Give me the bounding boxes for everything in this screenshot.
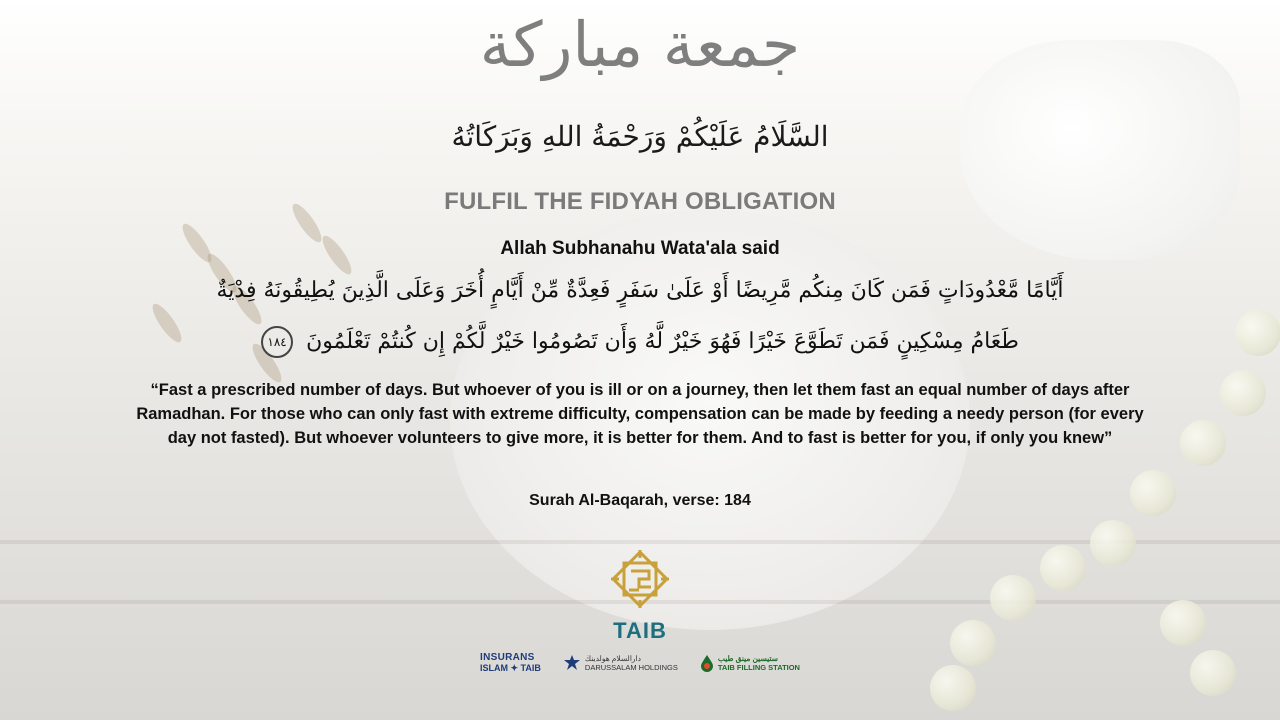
insurans-label: INSURANS [480, 652, 535, 663]
surah-reference: Surah Al-Baqarah, verse: 184 [529, 492, 751, 509]
partner-logos [480, 646, 800, 680]
quran-ayah-line-2 [150, 326, 1130, 358]
poster-heading: FULFIL THE FIDYAH OBLIGATION [444, 188, 836, 215]
salam-greeting: السَّلَامُ عَلَيْكُمْ وَرَحْمَةُ اللهِ وَبَرَكَاتُهُ [451, 120, 829, 153]
taib-logo [600, 546, 680, 644]
station-arabic: ستيسين مينق طيب [717, 654, 778, 663]
islam-taib-label: ISLAM ✦ TAIB [480, 663, 541, 673]
taib-wordmark: TAIB [613, 618, 667, 643]
taib-filling-station-logo [700, 654, 800, 672]
attribution-line: Allah Subhanahu Wata'ala said [500, 238, 780, 259]
station-english: TAIB FILLING STATION [717, 663, 800, 672]
darussalam-english: DARUSSALAM HOLDINGS [584, 663, 678, 672]
taib-emblem-icon [607, 546, 673, 612]
insurans-islam-taib-logo [480, 652, 541, 674]
darussalam-arabic: دارالسلام هولدينڬ [584, 654, 641, 663]
translation-text: “Fast a prescribed number of days. But whoever of you is ill or on a journey, then let them fast an equal number of days after Ramadhan. For those who can only fast with extreme difficulty, compensation can be made by feeding a needy person (for every day not fasted). But whoever volunteers to give more, it is better for them. And to fast is better for you, if only you knew” [136, 381, 1144, 447]
darussalam-star-icon [563, 654, 581, 672]
jumaah-mubarak-title: جمعة مباركة [479, 8, 801, 81]
verse-number-marker: ١٨٤ [261, 326, 293, 358]
fuel-drop-icon [700, 654, 714, 672]
quran-ayah-line-1: أَيَّامًا مَّعْدُودَاتٍ فَمَن كَانَ مِنكُم مَّرِيضًا أَوْ عَلَىٰ سَفَرٍ فَعِدَّةٌ مِّنْ أَيَّامٍ أُخَرَ وَعَلَى الَّذِينَ يُطِيقُونَهُ فِدْيَةٌ [216, 278, 1064, 303]
quran-ayah-line-2-text: طَعَامُ مِسْكِينٍ فَمَن تَطَوَّعَ خَيْرًا فَهُوَ خَيْرٌ لَّهُ وَأَن تَصُومُوا خَيْرٌ لَّكُمْ إِن كُنتُمْ تَعْلَمُونَ [306, 329, 1019, 354]
darussalam-holdings-logo [563, 654, 678, 672]
